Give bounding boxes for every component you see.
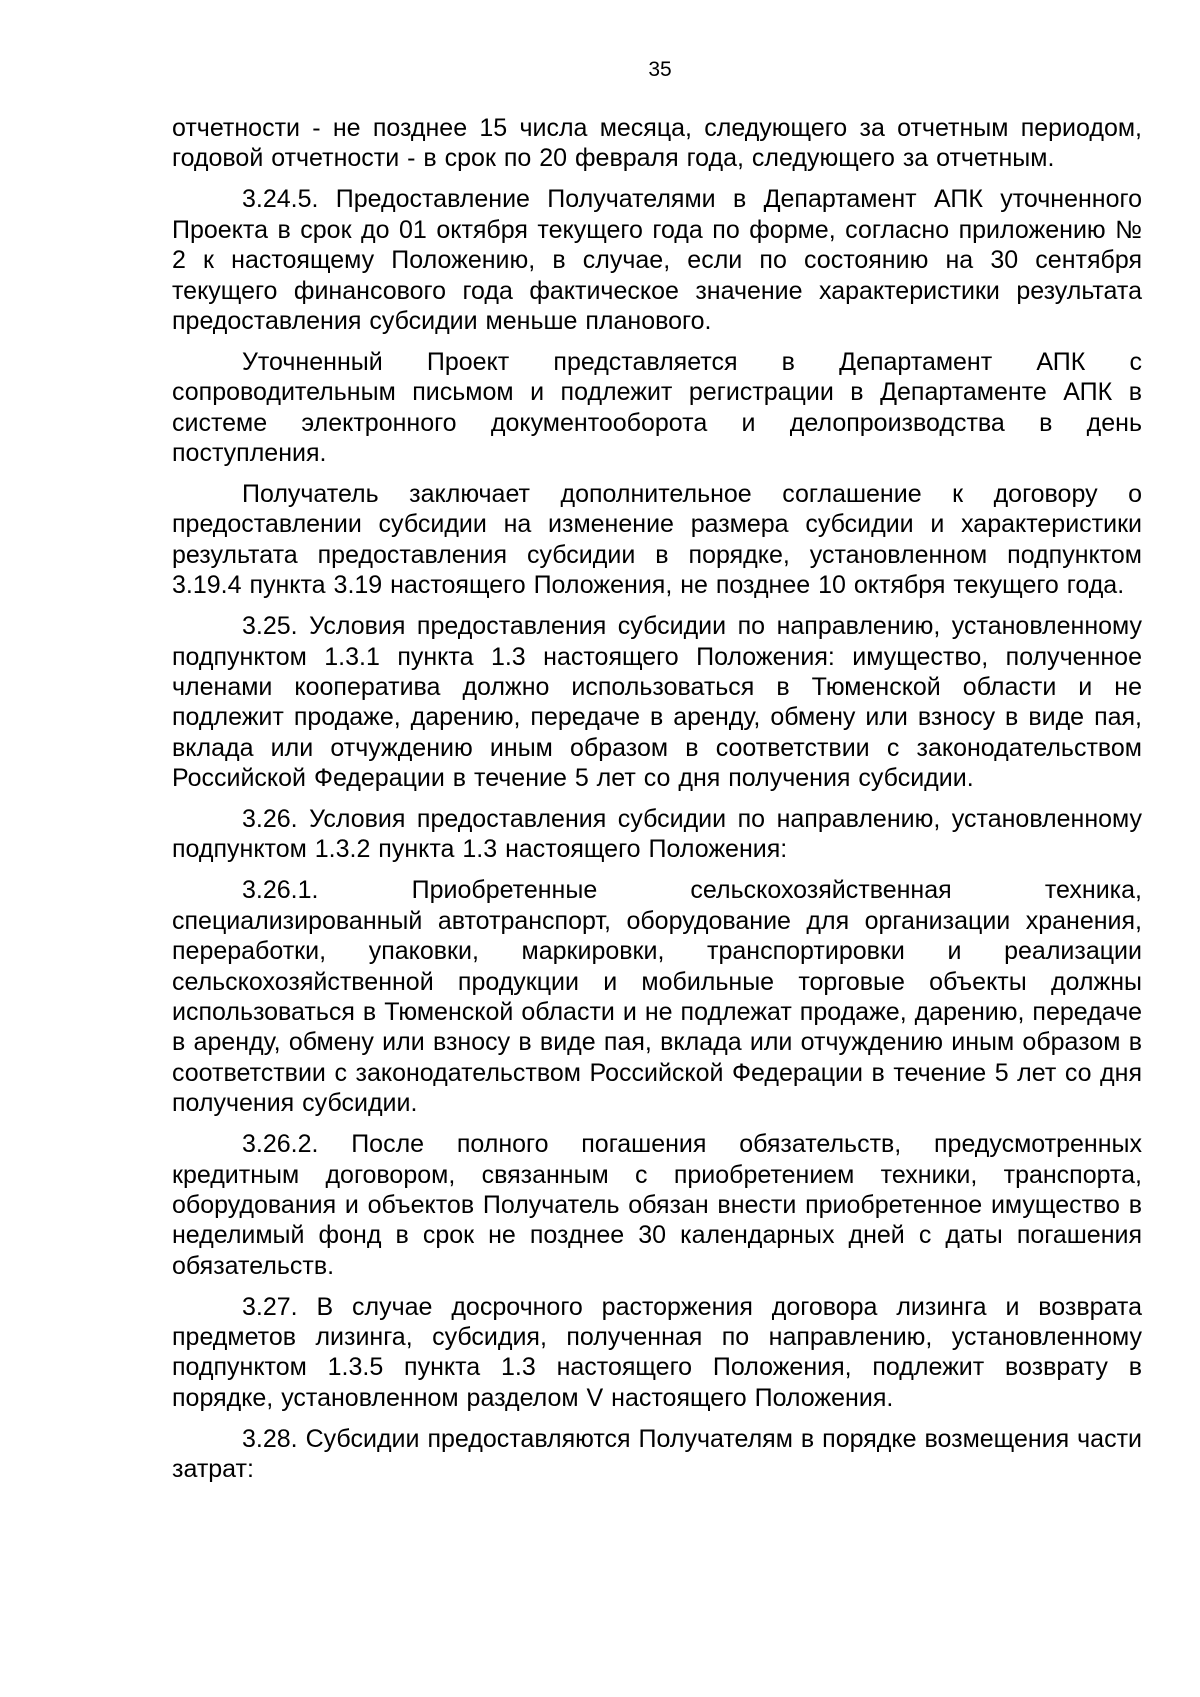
paragraph-3-26: 3.26. Условия предоставления субсидии по направлению, установленному подпунктом 1.3.2 пункта 1.3 настоящего Положения: <box>172 805 1142 864</box>
page-number: 35 <box>648 58 672 81</box>
paragraph-3-25: 3.25. Условия предоставления субсидии по направлению, установленному подпунктом 1.3.1 пункта 1.3 настоящего Положения: имущество, полученное членами кооператива должно использоваться в Тюменской области и не подлежит продаже, дарению, передаче в аренду, обмену или взносу в виде пая, вклада или отчуждению иным образом в соответствии с законодательством Российской Федерации в течение 5 лет со дня получения субсидии. <box>172 612 1142 793</box>
paragraph-3-27: 3.27. В случае досрочного расторжения договора лизинга и возврата предметов лизинга, субсидия, полученная по направлению, установленному подпунктом 1.3.5 пункта 1.3 настоящего Положения, подлежит возврату в порядке, установленном разделом V настоящего Положения. <box>172 1292 1142 1412</box>
paragraph-3-24-5: 3.24.5. Предоставление Получателями в Департамент АПК уточненного Проекта в срок до 01 октября текущего года по форме, согласно приложению № 2 к настоящему Положению, в случае, если по состоянию на 30 сентября текущего финансового года фактическое значение характеристики результата предоставления субсидии меньше планового. <box>172 185 1142 335</box>
paragraph-3-26-1: 3.26.1. Приобретенные сельскохозяйственная техника, специализированный автотранспорт, оборудование для организации хранения, переработки, упаковки, маркировки, транспортировки и реализации сельскохозяйственной продукции и мобильные торговые объекты должны использоваться в Тюменской области и не подлежат продаже, дарению, передаче в аренду, обмену или взносу в виде пая, вклада или отчуждению иным образом в соответствии с законодательством Российской Федерации в течение 5 лет со дня получения субсидии. <box>172 876 1142 1118</box>
document-body <box>172 113 1142 1495</box>
paragraph-refined-project: Уточненный Проект представляется в Департамент АПК с сопроводительным письмом и подлежит регистрации в Департаменте АПК в системе электронного документооборота и делопроизводства в день поступления. <box>172 347 1142 468</box>
paragraph-3-26-2: 3.26.2. После полного погашения обязательств, предусмотренных кредитным договором, связанным с приобретением техники, транспорта, оборудования и объектов Получатель обязан внести приобретенное имущество в неделимый фонд в срок не позднее 30 календарных дней с даты погашения обязательств. <box>172 1130 1142 1280</box>
paragraph-continuation: отчетности - не позднее 15 числа месяца, следующего за отчетным периодом, годовой отчетности - в срок по 20 февраля года, следующего за отчетным. <box>172 114 1142 173</box>
paragraph-additional-agreement: Получатель заключает дополнительное соглашение к договору о предоставлении субсидии на изменение размера субсидии и характеристики результата предоставления субсидии в порядке, установленном подпунктом 3.19.4 пункта 3.19 настоящего Положения, не позднее 10 октября текущего года. <box>172 479 1142 600</box>
paragraph-3-28: 3.28. Субсидии предоставляются Получателям в порядке возмещения части затрат: <box>172 1424 1142 1484</box>
